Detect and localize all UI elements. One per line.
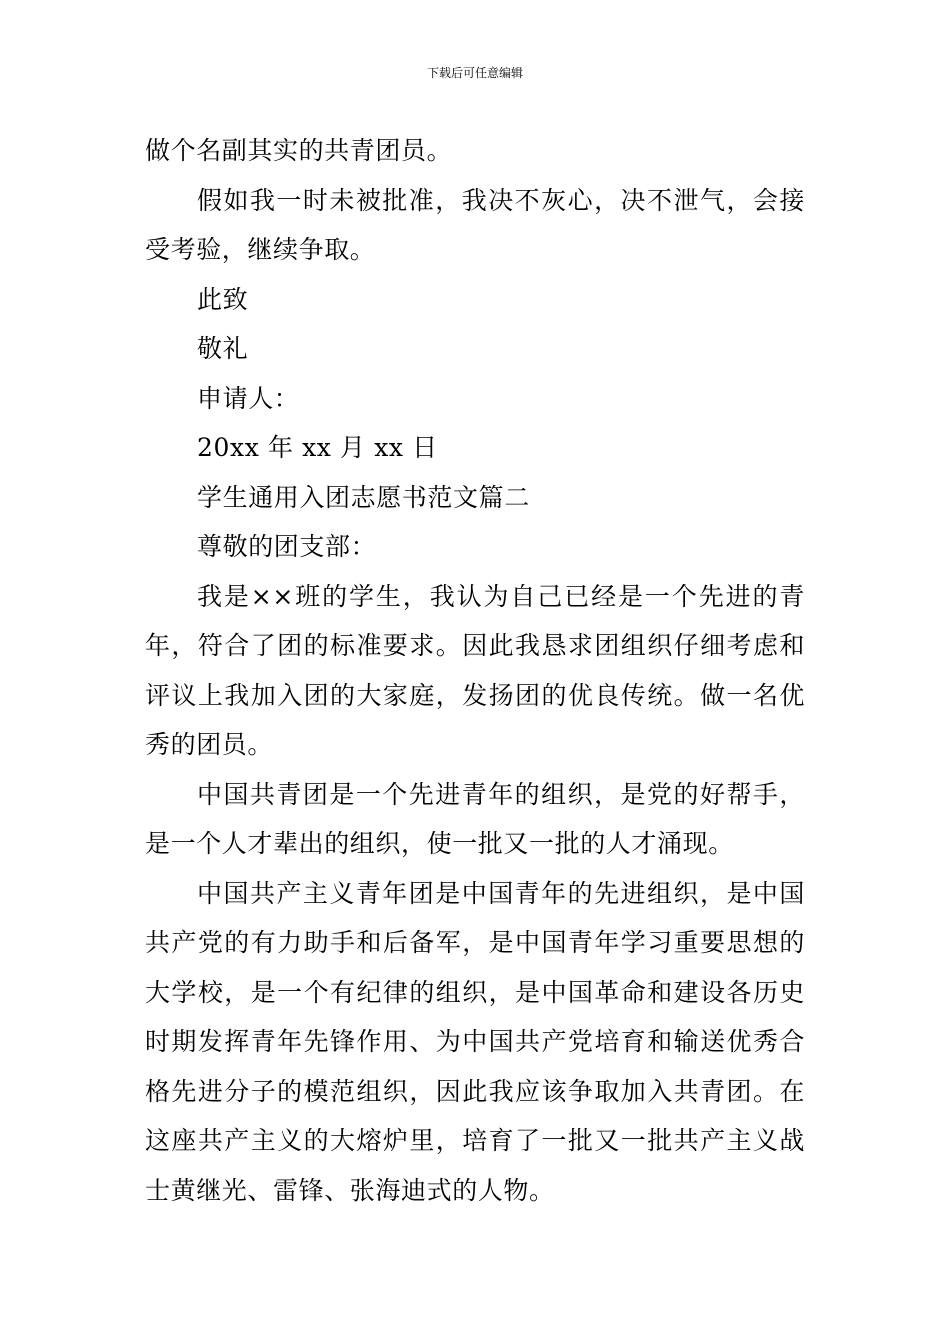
text-line: 我是××班的学生，我认为自己已经是一个先进的青 — [197, 581, 805, 611]
text-line: 秀的团员。 — [145, 730, 274, 759]
section-title: 学生通用入团志愿书范文篇二 — [197, 482, 530, 512]
text-line: 共产党的有力助手和后备军，是中国青年学习重要思想的 — [145, 928, 805, 957]
closing-salutation-line: 此致 — [197, 284, 249, 314]
text-line: 年，符合了团的标准要求。因此我恳求团组织仔细考虑和 — [145, 631, 805, 660]
applicant-label: 申请人： — [197, 383, 300, 413]
text-line: 时期发挥青年先锋作用、为中国共产党培育和输送优秀合 — [145, 1027, 805, 1056]
text-line: 中国共产主义青年团是中国青年的先进组织，是中国 — [197, 878, 805, 908]
text-line: 是一个人才辈出的组织，使一批又一批的人才涌现。 — [145, 829, 734, 858]
date-line: 20xx 年 xx 月 xx 日 — [197, 433, 438, 462]
text-line: 这座共产主义的大熔炉里，培育了一批又一批共产主义战 — [145, 1126, 805, 1155]
text-line: 中国共青团是一个先进青年的组织，是党的好帮手， — [197, 779, 805, 809]
page-header-note: 下载后可任意编辑 — [426, 66, 523, 80]
greeting-line: 尊敬的团支部： — [197, 532, 377, 561]
text-line: 大学校，是一个有纪律的组织，是中国革命和建设各历史 — [145, 977, 805, 1007]
text-line: 假如我一时未被批准，我决不灰心，决不泄气，会接 — [197, 185, 805, 215]
text-line: 受考验，继续争取。 — [145, 235, 376, 264]
text-line: 评议上我加入团的大家庭，发扬团的优良传统。做一名优 — [145, 680, 805, 710]
document-body — [145, 126, 805, 1215]
closing-salutation-line: 敬礼 — [197, 334, 249, 363]
text-line: 做个名副其实的共青团员。 — [145, 136, 453, 165]
text-line: 格先进分子的模范组织，因此我应该争取加入共青团。在 — [145, 1076, 805, 1106]
text-line: 士黄继光、雷锋、张海迪式的人物。 — [145, 1175, 555, 1205]
